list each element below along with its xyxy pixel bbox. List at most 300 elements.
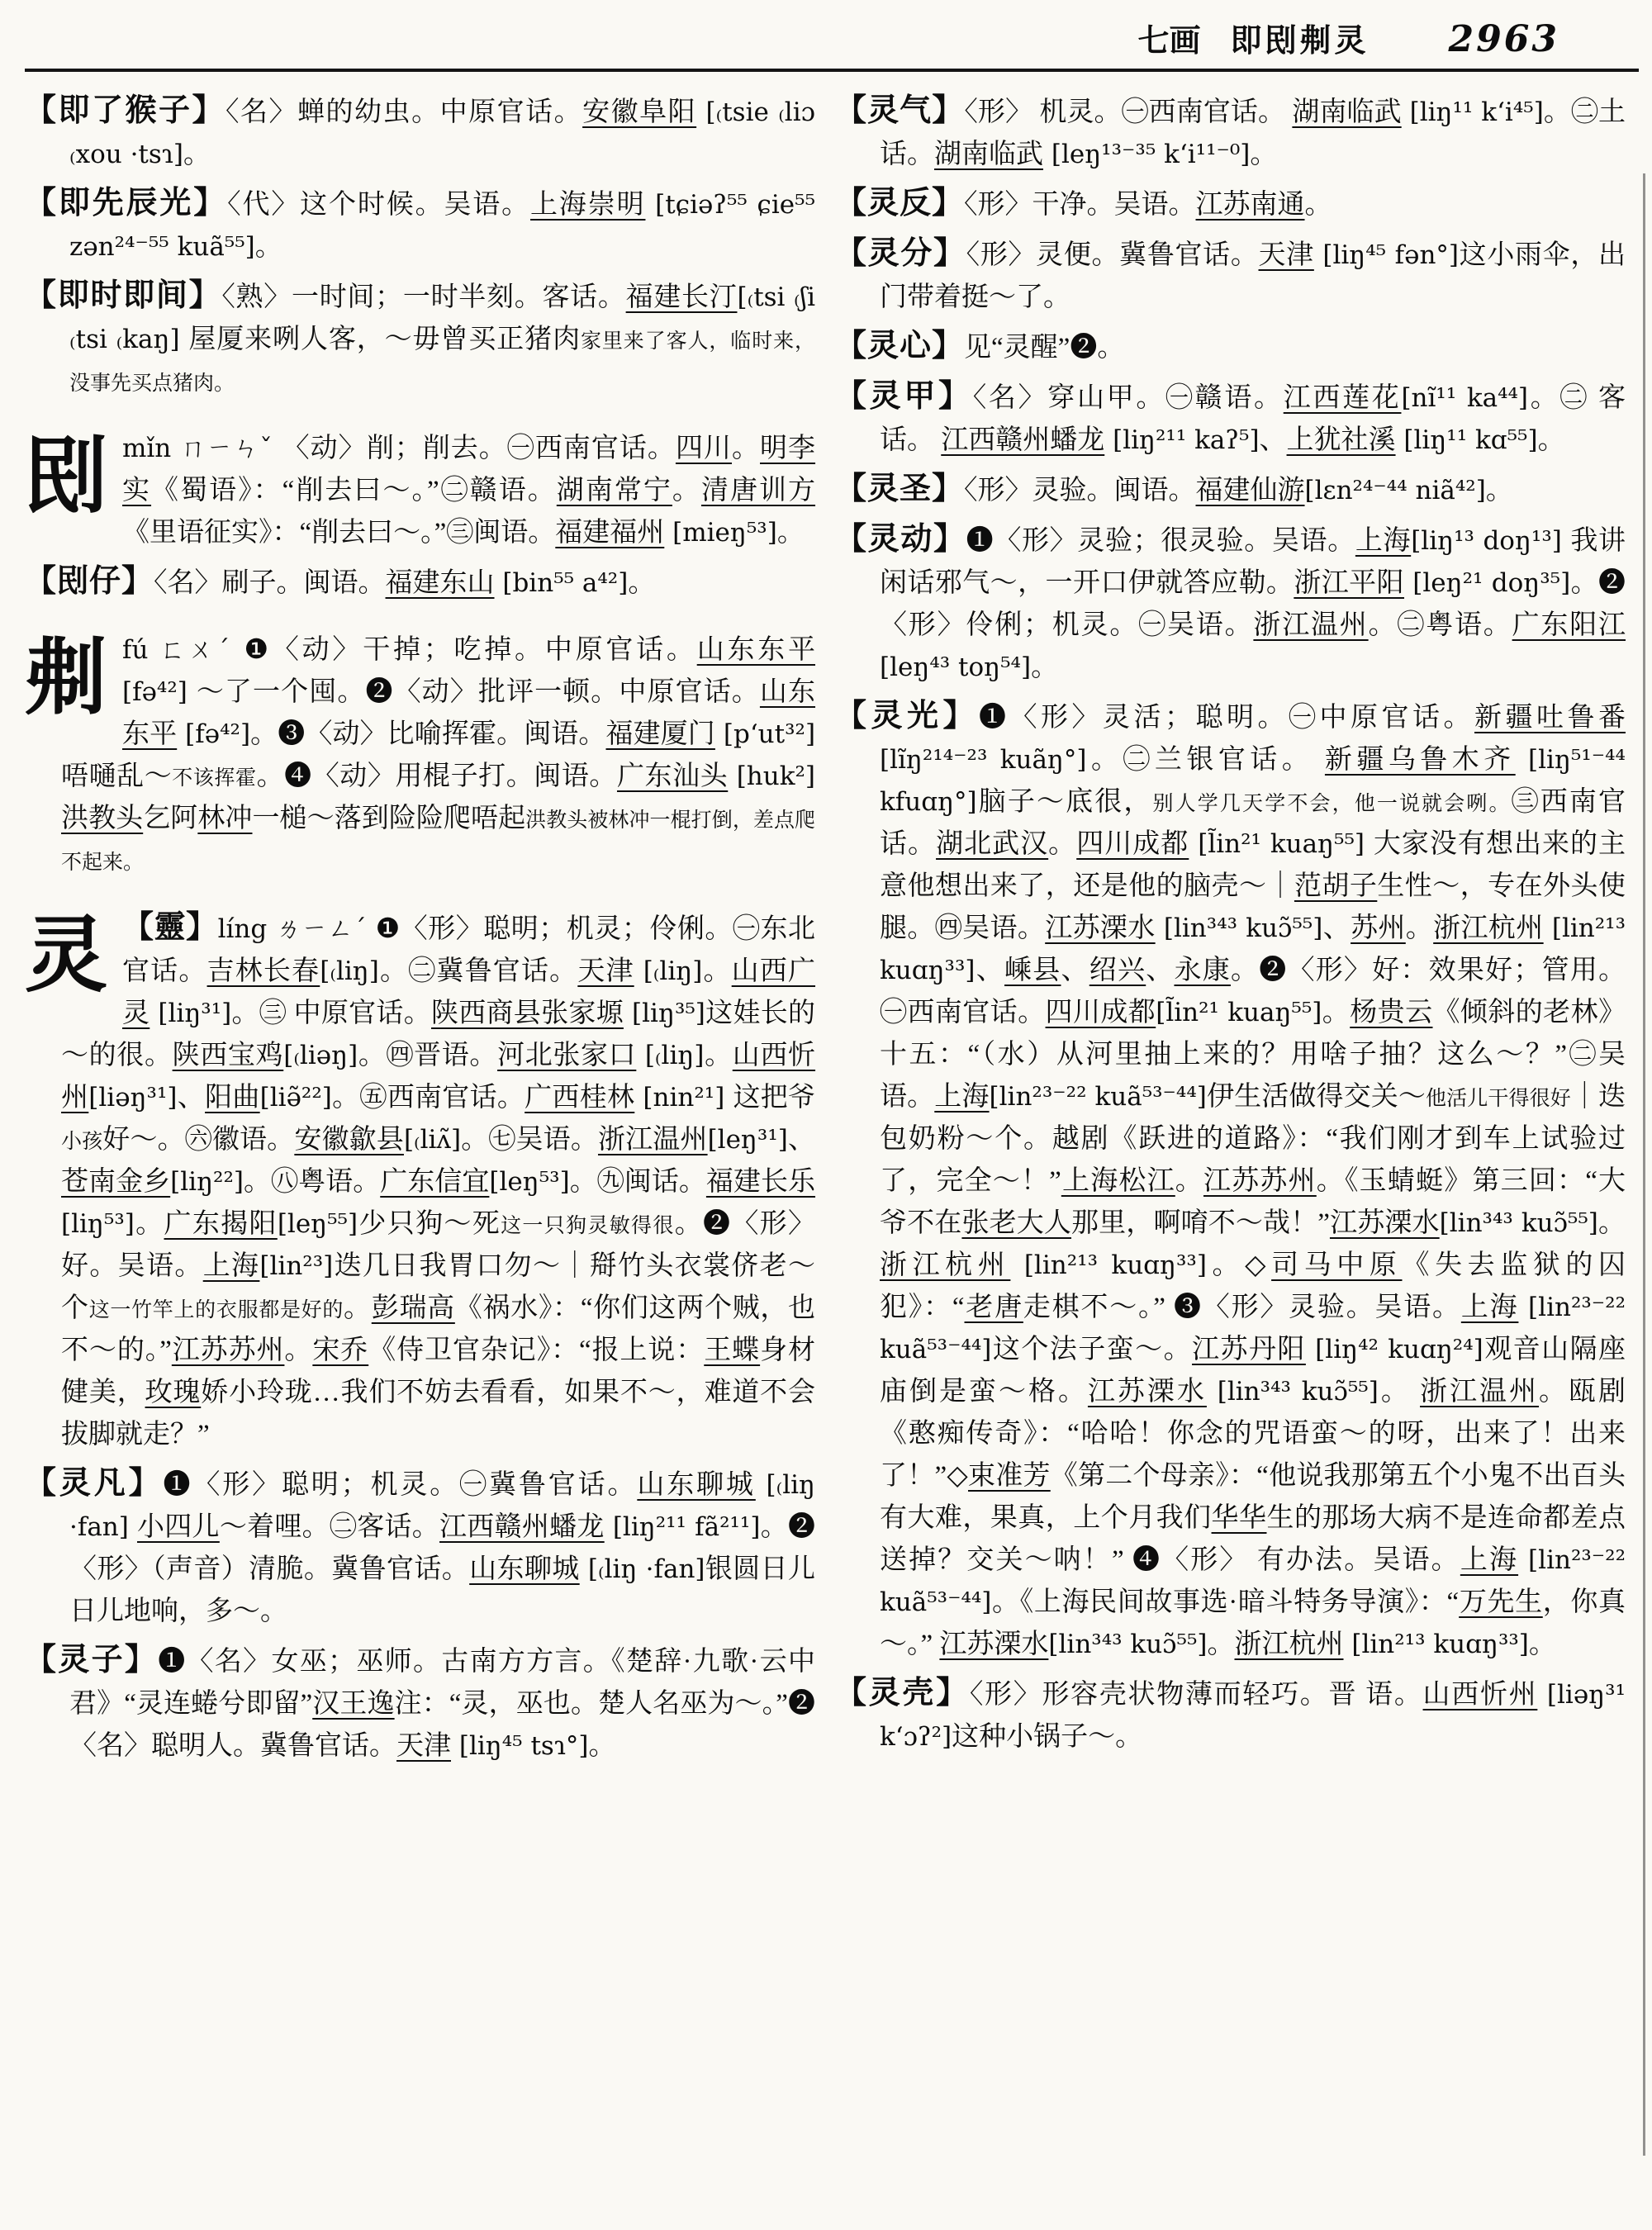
book-title: 《楚辞·九歌·云中君》 xyxy=(69,1647,816,1719)
proper-name: 山东聊城 xyxy=(637,1470,756,1500)
proper-name: 绍兴 xyxy=(1089,956,1146,985)
headword: 【灵壳】 xyxy=(835,1676,970,1710)
sense-number: ❶ xyxy=(375,914,401,944)
phonetic-transcription: [liŋ²¹¹ fã²¹¹] xyxy=(604,1512,761,1542)
body-text: 一槌～落到险险爬唔起 xyxy=(252,804,526,833)
proper-name: 福建东山 xyxy=(385,568,495,598)
body-text: 观音山隔座庙倒是蛮～格。 xyxy=(880,1335,1626,1407)
headword-character: 刜 xyxy=(25,633,107,724)
body-text: 伊生活做得交关～ xyxy=(1206,1082,1427,1112)
phonetic-transcription: [nĩ¹¹ ka⁴⁴] xyxy=(1401,383,1529,413)
headword-character: 刡 xyxy=(25,431,107,523)
body-text: ：“ xyxy=(923,1293,965,1322)
phonetic-transcription: [lin²¹³ kuɑŋ³³] xyxy=(880,913,1626,985)
proper-name: 四川 xyxy=(675,434,732,463)
body-text: ：“削去曰～。”㊂闽语。 xyxy=(272,518,556,548)
proper-name: 新疆乌鲁木齐 xyxy=(1324,745,1516,775)
body-text: 。 xyxy=(704,1041,733,1070)
body-text: 。㊆吴语。 xyxy=(461,1125,598,1155)
body-text: 〈形〉灵便。冀鲁官话。 xyxy=(966,240,1259,270)
body-text: ㊂西南官话。 xyxy=(880,787,1626,859)
book-title: 《祸水》 xyxy=(454,1293,553,1323)
body-text: 。 xyxy=(672,476,701,505)
headword-range: 即刡刜灵 xyxy=(1230,24,1370,59)
book-title: 《跃进的道路》 xyxy=(1109,1124,1298,1154)
body-text: 那里，啊唷不～哉！” xyxy=(1071,1208,1330,1238)
phonetic-transcription: [leŋ²¹ doŋ³⁵] xyxy=(1404,568,1571,598)
book-title: 《蜀语》 xyxy=(151,476,254,505)
phonetic-transcription: [lin³⁴³ kuɔ̃⁵⁵] xyxy=(1048,1630,1208,1659)
phonetic-transcription: [tɕiəʔ⁵⁵ ɕie⁵⁵ zən²⁴⁻⁵⁵ kuã⁵⁵] xyxy=(69,190,815,262)
body-text: 。 xyxy=(250,719,278,749)
proper-name: 司马中原 xyxy=(1271,1250,1403,1280)
gloss-note: 这一竹竿上的衣服都是好的 xyxy=(88,1299,344,1321)
body-text: 屋厦来咧人客，～毋曾买正猪肉 xyxy=(188,325,581,354)
body-text: 〈名〉蝉的幼虫。中原官话。 xyxy=(225,97,583,127)
page-number: 2963 xyxy=(1448,18,1559,60)
body-text: 。 xyxy=(1322,998,1351,1027)
body-text: 。 xyxy=(1528,1630,1556,1659)
compound-entry xyxy=(835,90,1626,176)
body-text: 走棋不～。” xyxy=(1023,1293,1174,1322)
proper-name: 万先生 xyxy=(1459,1587,1543,1617)
proper-name: 山东聊城 xyxy=(469,1554,580,1584)
body-text: 〈名〉穿山甲。㊀赣语。 xyxy=(972,383,1284,413)
character-entry xyxy=(25,907,815,1456)
body-text: “灵连蜷兮即留” xyxy=(124,1689,313,1719)
phonetic-transcription: [lin³⁴³ kuɔ̃⁵⁵] xyxy=(1155,913,1323,943)
compound-entry xyxy=(25,275,815,403)
proper-name: 天津 xyxy=(1258,240,1314,270)
proper-name: 天津 xyxy=(577,956,634,986)
body-text: 。㊃晋语。 xyxy=(358,1041,498,1070)
body-text: ：“ xyxy=(1418,1587,1460,1617)
body-text: 。㊁土话。 xyxy=(880,97,1626,169)
body-text: 〈熟〉一时间；一时半刻。客话。 xyxy=(221,282,626,312)
body-text: 、 xyxy=(177,1083,206,1113)
phonetic-transcription: [liŋ⁴² kuɑŋ²⁴] xyxy=(1305,1335,1483,1364)
body-text: 生性～，专在外头使腿。㊃吴语。 xyxy=(880,871,1626,943)
phonetic-transcription: [liə̃²²] xyxy=(259,1083,332,1113)
body-text: ：“报上说： xyxy=(551,1336,705,1365)
body-text: 〈动〉批评一顿。中原官话。 xyxy=(393,677,760,707)
body-text: 、 xyxy=(1259,425,1287,455)
book-title: 《侍卫官杂记》 xyxy=(368,1336,552,1365)
phonetic-transcription: [nin²¹] xyxy=(634,1083,733,1113)
headword: 【即了猴子】 xyxy=(25,93,226,128)
pronunciation: líng ㄌㄧㄥˊ xyxy=(217,914,376,944)
phonetic-transcription: [lin²³] xyxy=(259,1251,334,1281)
proper-name: 束准芳 xyxy=(968,1461,1051,1491)
body-text: 〈名〉聪明人。冀鲁官话。 xyxy=(69,1731,396,1761)
phonetic-transcription: [leŋ⁵³] xyxy=(489,1167,570,1197)
page-edge-line xyxy=(1643,173,1645,2156)
phonetic-transcription: [₍liŋ] xyxy=(636,1041,705,1070)
body-text: 、 xyxy=(787,1125,816,1155)
phonetic-transcription: [lin²³⁻²² kuã⁵³⁻⁴⁴] xyxy=(880,1545,1626,1617)
phonetic-transcription: [₍liŋ ·fan] xyxy=(579,1554,705,1584)
proper-name: 天津 xyxy=(396,1731,451,1761)
body-text: 身材健美， xyxy=(61,1336,816,1407)
proper-name: 上海 xyxy=(1460,1293,1519,1322)
book-title: 《憨痴传奇》 xyxy=(880,1419,1039,1449)
body-text: 〈代〉这个时候。吴语。 xyxy=(227,190,531,220)
stroke-section: 七画 xyxy=(1137,24,1201,59)
proper-name: 吉林长春 xyxy=(206,956,320,986)
compound-entry xyxy=(25,1639,815,1767)
book-title: 《上海民间故事选·暗斗特务导演》 xyxy=(1019,1587,1419,1617)
phonetic-transcription: [liŋ²²] xyxy=(170,1167,244,1197)
body-text: 。 xyxy=(284,1336,313,1365)
proper-name: 洪教头 xyxy=(61,804,144,833)
body-text: 。 xyxy=(702,956,732,986)
body-text: 〈动〉用棍子打。闽语。 xyxy=(311,762,617,791)
phonetic-transcription: [fə⁴²] xyxy=(122,677,197,707)
proper-name: 嵊县 xyxy=(1004,956,1061,985)
compound-entry xyxy=(835,519,1626,689)
proper-name: 江苏苏州 xyxy=(1203,1166,1317,1196)
proper-name: 上犹社溪 xyxy=(1286,425,1396,455)
proper-name: 汉王逸 xyxy=(312,1689,395,1719)
body-text: 、 xyxy=(1146,956,1175,985)
phonetic-transcription: [₍liŋ] xyxy=(634,956,703,986)
sense-number: ❷ xyxy=(1259,956,1288,985)
proper-name: 广东揭阳 xyxy=(164,1209,278,1239)
sense-number: ❸ xyxy=(1173,1293,1203,1322)
book-title: 《第二个母亲》 xyxy=(1050,1461,1229,1491)
compound-entry xyxy=(835,233,1626,319)
phonetic-transcription: [liŋ¹¹ kɑ⁵⁵] xyxy=(1395,425,1538,455)
proper-name: 四川成都 xyxy=(1045,998,1156,1027)
body-text: 〈形〉灵验。闽语。 xyxy=(964,476,1196,505)
proper-name: 陕西商县张家塬 xyxy=(430,999,624,1028)
column-right xyxy=(835,90,1626,1774)
body-text: 大家没有想出来的主意他想出来了，还是他的脑壳～｜ xyxy=(880,829,1626,901)
proper-name: 福建福州 xyxy=(555,518,665,548)
proper-name: 江西赣州蟠龙 xyxy=(439,1512,605,1542)
gloss-note: 他活儿干得很好 xyxy=(1426,1088,1571,1110)
phonetic-transcription: [mieŋ⁵³] xyxy=(664,518,777,548)
proper-name: 上海 xyxy=(1355,526,1412,556)
gloss-note: 不该挥霍 xyxy=(172,767,257,790)
proper-name: 四川成都 xyxy=(1076,829,1189,859)
phonetic-transcription: [₍liŋ] xyxy=(320,956,379,986)
sense-number: ❷ xyxy=(787,1689,816,1719)
compound-entry xyxy=(835,1672,1626,1758)
body-text: 。 xyxy=(256,762,285,791)
phonetic-transcription: [lin²³⁻²² kuã⁵³⁻⁴⁴] xyxy=(880,1293,1626,1364)
proper-name: 张老大人 xyxy=(961,1208,1072,1238)
body-text: 。 xyxy=(1048,829,1077,859)
body-text: 。 xyxy=(1316,1166,1345,1196)
proper-name: 浙江温州 xyxy=(597,1125,708,1155)
body-text: 〈名〉女巫；巫师。古南方方言。 xyxy=(186,1647,612,1677)
proper-name: 杨贵云 xyxy=(1350,998,1433,1027)
headword: 【灵凡】 xyxy=(25,1466,164,1501)
headword: 【即时即间】 xyxy=(25,278,222,313)
proper-name: 广东阳江 xyxy=(1512,610,1626,640)
phonetic-transcription: [liŋ³⁵] xyxy=(623,999,705,1028)
body-text: 〈形〉好。吴语。 xyxy=(61,1209,815,1281)
body-text: 〈动〉削；削去。㊀西南官话。 xyxy=(282,434,676,463)
proper-name: 福建长汀 xyxy=(625,282,738,312)
body-text: 。 xyxy=(1230,956,1260,985)
body-text: 〈名〉刷子。闽语。 xyxy=(154,568,386,598)
proper-name: 彭瑞高 xyxy=(371,1293,455,1323)
proper-name: 老唐 xyxy=(964,1293,1023,1322)
proper-name: 湖南临武 xyxy=(1292,97,1402,127)
phonetic-transcription: [huk²] xyxy=(728,762,816,791)
headword: 【灵子】 xyxy=(25,1643,159,1677)
body-text: ～了一个囤。 xyxy=(196,677,366,707)
proper-name: 永康 xyxy=(1174,956,1231,985)
body-text: 这把爷 xyxy=(733,1083,816,1113)
body-text: 。㊁粤语。 xyxy=(1368,610,1512,640)
body-text: 乞阿 xyxy=(143,804,198,833)
proper-name: 浙江平阳 xyxy=(1294,568,1405,598)
headword-character: 灵 xyxy=(25,910,107,1002)
phonetic-transcription: [₍tsie ₍liɔ ₍xou ·tsɿ] xyxy=(69,97,815,169)
body-text: 、 xyxy=(975,956,1004,985)
sense-number: ❷ xyxy=(365,677,394,707)
proper-name: 河北张家口 xyxy=(497,1041,637,1070)
sense-number: ❶ xyxy=(244,635,272,665)
headword: 【刡仔】 xyxy=(25,564,154,599)
body-text: 唔嗵乱～ xyxy=(61,762,173,791)
body-text: 。 xyxy=(674,1209,704,1239)
body-text: 〈形〉聪明；机灵；伶俐。㊀东北官话。 xyxy=(122,914,815,986)
body-text: 。 xyxy=(1097,333,1125,363)
sense-number: ❶ xyxy=(979,703,1010,733)
proper-name: 江苏苏州 xyxy=(171,1336,285,1365)
sense-number: ❶ xyxy=(966,526,995,556)
body-text: 〈形〉聪明；机灵。㊀冀鲁官话。 xyxy=(192,1470,638,1500)
character-entry xyxy=(25,428,815,554)
proper-name: 安徽阜阳 xyxy=(582,97,697,127)
proper-name: 福建厦门 xyxy=(605,719,715,749)
text-columns xyxy=(25,90,1639,1774)
body-text: 脑子～底很， xyxy=(976,787,1153,817)
body-text: 。㊇粤语。 xyxy=(244,1167,381,1197)
proper-name: 福建仙游 xyxy=(1195,476,1305,505)
body-text: 、 xyxy=(1322,913,1351,943)
phonetic-transcription: [₍tsi ₍ʃi ₍tsi ₍kaŋ] xyxy=(69,282,815,354)
gloss-note: 小孩 xyxy=(61,1131,103,1153)
proper-name: 明李实 xyxy=(122,434,816,505)
phonetic-transcription: [lĩŋ²¹⁴⁻²³ kuãŋ°] xyxy=(880,745,1087,775)
proper-name: 林冲 xyxy=(197,804,253,833)
phonetic-transcription: [liŋ³¹] xyxy=(150,999,232,1028)
proper-name: 江苏溧水 xyxy=(1045,913,1156,943)
body-text: 我讲闲话邪气～，一开口伊就答应勒。 xyxy=(880,526,1626,598)
body-text: ：“我们刚才到车上试验过了，完全～！” xyxy=(880,1124,1626,1196)
phonetic-transcription: [leŋ³¹] xyxy=(707,1125,788,1155)
phonetic-transcription: [lin²¹³ kuɑŋ³³] xyxy=(1343,1630,1529,1659)
proper-name: 上海崇明 xyxy=(530,190,646,220)
proper-name: 安徽歙县 xyxy=(294,1125,404,1155)
phonetic-transcription: [lɛn²⁴⁻⁴⁴ niã⁴²] xyxy=(1304,476,1486,505)
headword: 【灵动】 xyxy=(835,522,966,557)
body-text: ：“哈哈！你念的咒语蛮～的呀，出来了！出来了！”◇ xyxy=(880,1419,1626,1491)
proper-name: 山东东平 xyxy=(696,635,816,665)
header-rule xyxy=(25,69,1639,72)
proper-name: 山东东平 xyxy=(122,677,816,749)
compound-entry xyxy=(25,561,815,605)
proper-name: 苍南金乡 xyxy=(61,1167,171,1197)
body-text: 见“灵醒” xyxy=(964,333,1070,363)
phonetic-transcription: [liŋ⁴⁵ fən°] xyxy=(1313,240,1460,270)
body-text: 。 xyxy=(1207,1630,1235,1659)
headword: 【灵甲】 xyxy=(835,379,973,414)
sense-number: ❷ xyxy=(788,1512,816,1542)
headword: 【即先辰光】 xyxy=(25,186,228,221)
body-text: 〈形〉伶俐；机灵。㊀吴语。 xyxy=(880,610,1254,640)
body-text: 。 xyxy=(1570,568,1599,598)
body-text: 。㊁冀鲁官话。 xyxy=(378,956,578,986)
body-text: 〈形〉（声音）清脆。冀鲁官话。 xyxy=(69,1554,470,1584)
body-text: 。 xyxy=(628,568,656,598)
proper-name: 小四儿 xyxy=(137,1512,220,1542)
proper-name: 阳曲 xyxy=(205,1083,260,1113)
phonetic-transcription: [liəŋ³¹ k‘ɔʔ²] xyxy=(880,1680,1626,1752)
body-text: 。◇ xyxy=(1206,1250,1272,1280)
proper-name: 山西忻州 xyxy=(61,1041,816,1113)
body-text: 、 xyxy=(1061,956,1089,985)
phonetic-transcription: [bin⁵⁵ a⁴²] xyxy=(494,568,629,598)
body-text: 。 xyxy=(1405,913,1434,943)
proper-name: 上海 xyxy=(1460,1545,1519,1575)
body-text: 这种小锅子～。 xyxy=(952,1722,1143,1752)
phonetic-transcription: [fə⁴²] xyxy=(177,719,251,749)
pronunciation: fú ㄈㄨˊ xyxy=(122,635,244,665)
proper-name: 江苏溧水 xyxy=(1329,1208,1440,1238)
proper-name: 广西桂林 xyxy=(525,1083,635,1113)
phonetic-transcription: [leŋ⁵⁵] xyxy=(277,1209,358,1239)
body-text: ｜迭包奶粉～个。越剧 xyxy=(880,1082,1626,1154)
proper-name: 江苏丹阳 xyxy=(1192,1335,1306,1364)
phonetic-transcription: [liŋ¹¹ k‘i⁴⁵] xyxy=(1401,97,1544,127)
body-text: ：“削去曰～。”㊁赣语。 xyxy=(253,476,557,505)
body-text: 。 xyxy=(1175,1166,1203,1196)
compound-entry xyxy=(835,468,1626,512)
body-text: 。 xyxy=(1304,190,1332,220)
book-title: 《玉蜻蜓》 xyxy=(1344,1166,1473,1196)
proper-name: 江苏溧水 xyxy=(1087,1377,1207,1407)
compound-entry xyxy=(835,325,1626,369)
body-text: 银圆日儿日儿地响，多～。 xyxy=(69,1554,816,1626)
character-entry xyxy=(25,629,815,882)
proper-name: 王蝶 xyxy=(704,1336,761,1365)
body-text: 。 xyxy=(991,1587,1020,1617)
phonetic-transcription: [leŋ¹³⁻³⁵ k‘i¹¹⁻⁰] xyxy=(1043,140,1251,169)
body-text: 。㊁兰银官话。 xyxy=(1086,745,1325,775)
proper-name: 清唐训方 xyxy=(700,476,816,505)
proper-name: 浙江温州 xyxy=(1253,610,1369,640)
book-title: 《失去监狱的囚犯》 xyxy=(880,1250,1626,1322)
body-text: 。㊈闽话。 xyxy=(569,1167,706,1197)
gloss-note: 别人学几天学不会，他一说就会咧。 xyxy=(1152,793,1512,815)
proper-name: 浙江温州 xyxy=(1420,1377,1540,1407)
compound-entry xyxy=(25,183,815,268)
traditional-form: 【靈】 xyxy=(122,910,218,945)
proper-name: 山西忻州 xyxy=(1422,1680,1538,1710)
body-text: ，你真～。” xyxy=(880,1587,1626,1659)
body-text: 好～。㊅徽语。 xyxy=(102,1125,295,1155)
phonetic-transcription: [₍liəŋ] xyxy=(283,1041,358,1070)
phonetic-transcription: [liŋ¹³ doŋ¹³] xyxy=(1411,526,1571,556)
compound-entry xyxy=(835,695,1626,1666)
body-text: 〈形〉灵验。吴语。 xyxy=(1202,1293,1461,1322)
body-text: 。 xyxy=(1031,652,1059,682)
body-text: 这小雨伞，出门带着挺～了。 xyxy=(880,240,1626,312)
body-text: 。 xyxy=(134,1209,164,1239)
body-text: 。 xyxy=(776,518,805,548)
body-text: ：“他说我那第五个小鬼不出百头有大难，果真，上个月我们 xyxy=(880,1461,1626,1533)
proper-name: 广东信宜 xyxy=(380,1167,490,1197)
phonetic-transcription: [₍liʌ̃] xyxy=(403,1125,462,1155)
proper-name: 玫瑰 xyxy=(145,1378,202,1407)
body-text: ～着哩。㊁客话。 xyxy=(219,1512,440,1542)
proper-name: 上海 xyxy=(202,1251,260,1281)
phonetic-transcription: [lin³⁴³ kuɔ̃⁵⁵] xyxy=(1439,1208,1598,1238)
headword: 【灵圣】 xyxy=(835,472,965,506)
body-text: 。 xyxy=(1597,1208,1626,1238)
sense-number: ❷ xyxy=(1598,568,1626,598)
headword: 【灵反】 xyxy=(835,186,965,221)
body-text: 。㊁ 客 话。 xyxy=(880,383,1626,455)
body-text: 生的那场大病不是连命都差点送掉？交关～呐！” xyxy=(880,1503,1626,1575)
phonetic-transcription: [liŋ⁵³] xyxy=(61,1209,135,1239)
headword: 【灵分】 xyxy=(835,236,966,271)
body-text: 〈形〉好：效果好；管用。㊀西南官话。 xyxy=(880,956,1626,1027)
proper-name: 江苏溧水 xyxy=(939,1630,1049,1659)
body-text: 〈形〉灵验；很灵验。吴语。 xyxy=(994,526,1355,556)
compound-entry xyxy=(835,183,1626,226)
gloss-note: 洪教头被林冲一棍打倒，差点爬不起来。 xyxy=(61,809,816,874)
sense-number: ❷ xyxy=(703,1209,732,1239)
pronunciation: mǐn ㄇㄧㄣˇ xyxy=(122,434,282,463)
headword: 【灵光】 xyxy=(835,699,979,733)
proper-name: 福建长乐 xyxy=(705,1167,816,1197)
body-text: 。 xyxy=(1378,1377,1421,1407)
proper-name: 宋乔 xyxy=(312,1336,369,1365)
phonetic-transcription: [l̃in²¹ kuaŋ⁵⁵] xyxy=(1156,998,1322,1027)
headword: 【灵气】 xyxy=(835,93,965,128)
phonetic-transcription: [p‘ut³²] xyxy=(714,719,816,749)
body-text: 。 xyxy=(254,232,282,262)
page-header xyxy=(25,15,1639,60)
body-text: 〈形〉干净。吴语。 xyxy=(964,190,1196,220)
body-text: 〈形〉形容壳状物薄而轻巧。晋 语。 xyxy=(969,1680,1423,1710)
proper-name: 范胡子 xyxy=(1294,871,1378,901)
body-text: 。 xyxy=(588,1731,616,1761)
compound-entry xyxy=(835,376,1626,462)
body-text: 。㊂ 中原官话。 xyxy=(231,999,431,1028)
phonetic-transcription: [liəŋ³¹] xyxy=(88,1083,178,1113)
phonetic-transcription: [liŋ⁴⁵ tsɿ°] xyxy=(451,1731,589,1761)
proper-name: 上海 xyxy=(934,1082,990,1112)
body-text: 〈动〉比喻挥霍。闽语。 xyxy=(305,719,606,749)
proper-name: 上海松江 xyxy=(1061,1166,1175,1196)
body-text: 。 xyxy=(760,1512,789,1542)
sense-number: ❹ xyxy=(1132,1545,1162,1575)
proper-name: 江西莲花 xyxy=(1283,383,1402,413)
sense-number: ❹ xyxy=(284,762,312,791)
body-text: ：“你们这两个贼，也不～的。” xyxy=(61,1293,816,1365)
body-text: 。 xyxy=(183,140,211,169)
body-text: 。 xyxy=(1537,425,1565,455)
sense-number: ❶ xyxy=(158,1647,187,1677)
